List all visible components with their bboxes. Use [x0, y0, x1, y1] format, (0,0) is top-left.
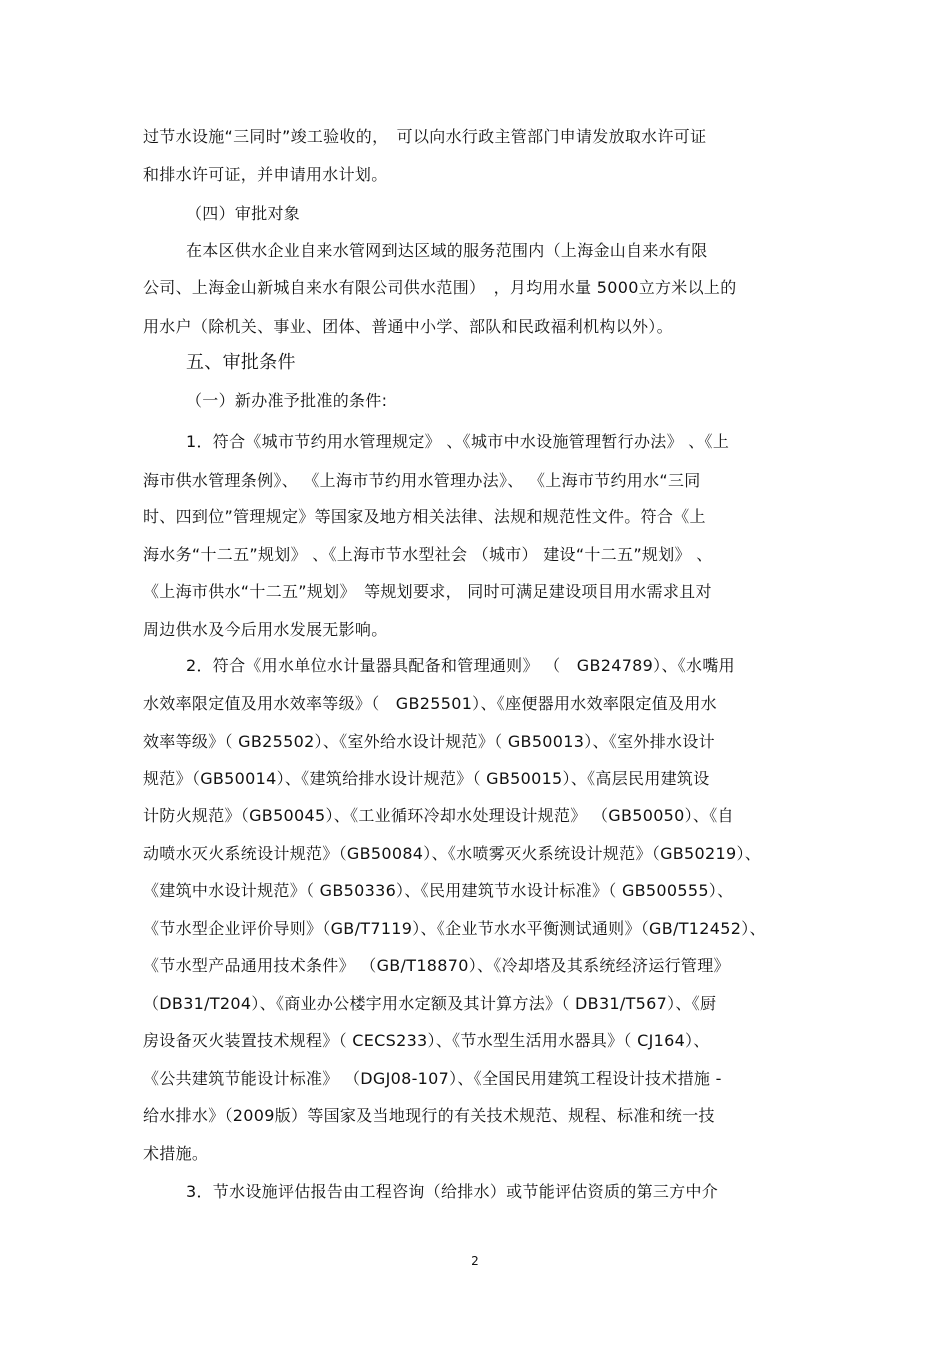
section-subheading: （四）审批对象: [186, 204, 301, 223]
text-line: 1．符合《城市节约用水管理规定》 、《城市中水设施管理暂行办法》 、《上: [186, 432, 730, 451]
text-line: 在本区供水企业自来水管网到达区域的服务范围内（上海金山自来水有限: [186, 241, 708, 260]
text-line: 时、四到位”管理规定》等国家及地方相关法律、法规和规范性文件。符合《上: [143, 507, 706, 526]
section-subheading: （一）新办准予批准的条件:: [186, 391, 388, 410]
text-line: 3．节水设施评估报告由工程咨询（给排水）或节能评估资质的第三方中介: [186, 1182, 719, 1201]
text-line: 周边供水及今后用水发展无影响。: [143, 620, 388, 639]
text-line: 过节水设施“三同时”竣工验收的， 可以向水行政主管部门申请发放取水许可证: [143, 127, 707, 146]
text-line: 规范》（GB50014）、《建筑给排水设计规范》（ GB50015）、《高层民用建筑设: [143, 769, 710, 788]
text-line: 公司、上海金山新城自来水有限公司供水范围） ，月均用水量 5000立方米以上的: [143, 278, 737, 297]
text-line: 《建筑中水设计规范》（ GB50336）、《民用建筑节水设计标准》（ GB500555）、: [143, 881, 734, 900]
text-line: 《公共建筑节能设计标准》 （DGJ08-107）、《全国民用建筑工程设计技术措施 -: [143, 1069, 722, 1088]
text-line: 用水户（除机关、事业、团体、普通中小学、部队和民政福利机构以外）。: [143, 317, 673, 336]
text-line: 《上海市供水“十二五”规划》 等规划要求， 同时可满足建设项目用水需求且对: [143, 582, 712, 601]
text-line: 术措施。: [143, 1144, 209, 1163]
text-line: 动喷水灭火系统设计规范》（GB50084）、《水喷雾灭火系统设计规范》（GB50219）、: [143, 844, 762, 863]
text-line: 《节水型产品通用技术条件》 （GB/T18870）、《冷却塔及其系统经济运行管理》: [143, 956, 730, 975]
text-line: 水效率限定值及用水效率等级》（ GB25501）、《座便器用水效率限定值及用水: [143, 694, 717, 713]
text-line: 海市供水管理条例》、 《上海市节约用水管理办法》、 《上海市节约用水“三同: [143, 471, 701, 490]
text-line: 计防火规范》（GB50045）、《工业循环冷却水处理设计规范》 （GB50050）、《自: [143, 806, 734, 825]
section-heading: 五、审批条件: [186, 352, 296, 373]
text-line: 海水务“十二五”规划》 、《上海市节水型社会 （城市） 建设“十二五”规划》 、: [143, 545, 713, 564]
text-line: 房设备灭火装置技术规程》（ CECS233）、《节水型生活用水器具》（ CJ164）、: [143, 1031, 710, 1050]
text-line: 《节水型企业评价导则》（GB/T7119）、《企业节水水平衡测试通则》（GB/T12452）、: [143, 919, 766, 938]
text-line: 给水排水》（2009版）等国家及当地现行的有关技术规范、规程、标准和统一技: [143, 1106, 715, 1125]
text-line: 效率等级》（ GB25502）、《室外给水设计规范》（ GB50013）、《室外排水设计: [143, 732, 715, 751]
page-number: 2: [471, 1254, 479, 1268]
text-line: 和排水许可证，并申请用水计划。: [143, 165, 388, 184]
text-line: （DB31/T204）、《商业办公楼宇用水定额及其计算方法》（ DB31/T567）、《厨: [143, 994, 717, 1013]
text-line: 2．符合《用水单位水计量器具配备和管理通则》 （ GB24789）、《水嘴用: [186, 656, 735, 675]
